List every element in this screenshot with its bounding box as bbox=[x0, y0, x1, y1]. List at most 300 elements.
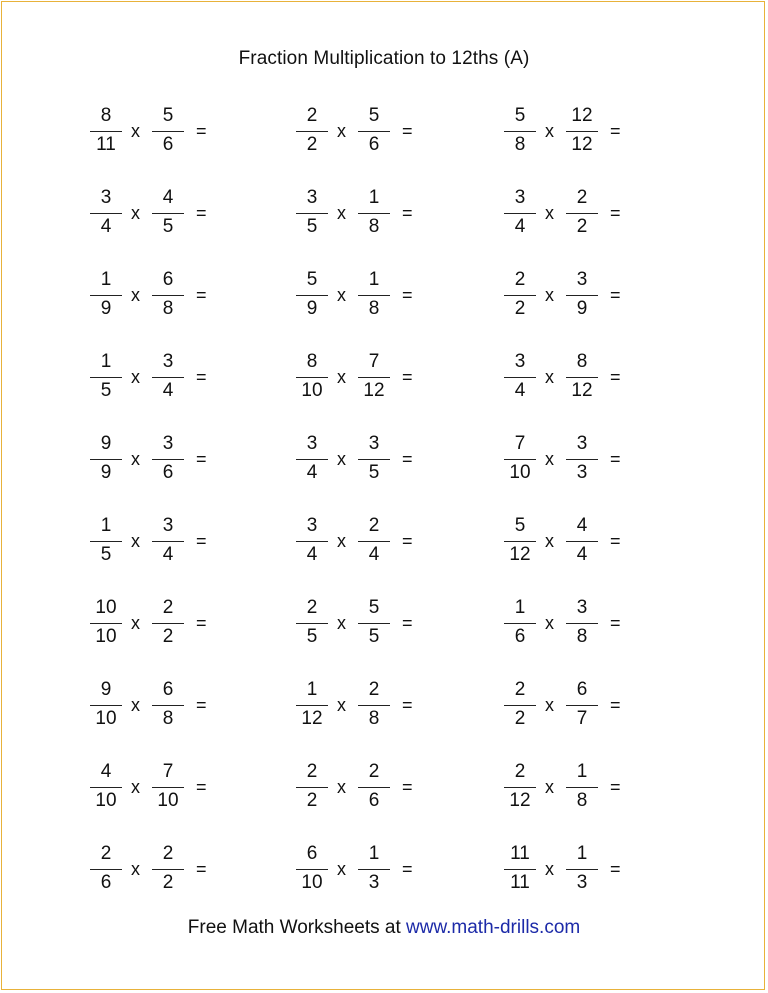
fraction-bar bbox=[90, 787, 122, 788]
fraction-bar bbox=[90, 869, 122, 870]
equals-sign: = bbox=[402, 285, 413, 305]
denominator: 12 bbox=[301, 708, 323, 729]
fraction-bar bbox=[152, 213, 184, 214]
denominator: 5 bbox=[306, 216, 318, 237]
numerator: 1 bbox=[576, 843, 588, 864]
first-fraction bbox=[292, 760, 332, 816]
problem bbox=[86, 432, 236, 488]
first-fraction bbox=[292, 104, 332, 160]
fraction-bar bbox=[566, 131, 598, 132]
footer bbox=[0, 917, 768, 939]
second-fraction bbox=[148, 514, 188, 570]
equals-sign: = bbox=[402, 121, 413, 141]
fraction-bar bbox=[296, 459, 328, 460]
denominator: 8 bbox=[514, 134, 526, 155]
times-sign: x bbox=[131, 695, 140, 715]
denominator: 5 bbox=[368, 626, 380, 647]
times-sign: x bbox=[545, 695, 554, 715]
first-fraction bbox=[500, 678, 540, 734]
equals-sign: = bbox=[610, 695, 621, 715]
numerator: 1 bbox=[514, 597, 526, 618]
second-fraction bbox=[148, 596, 188, 652]
footer-prefix: Free Math Worksheets at bbox=[187, 917, 407, 938]
second-fraction bbox=[148, 350, 188, 406]
denominator: 6 bbox=[514, 626, 526, 647]
fraction-bar bbox=[566, 623, 598, 624]
equals-sign: = bbox=[196, 531, 207, 551]
equals-sign: = bbox=[610, 121, 621, 141]
numerator: 2 bbox=[368, 679, 380, 700]
times-sign: x bbox=[545, 203, 554, 223]
times-sign: x bbox=[337, 203, 346, 223]
second-fraction bbox=[148, 104, 188, 160]
first-fraction bbox=[500, 596, 540, 652]
equals-sign: = bbox=[196, 859, 207, 879]
numerator: 2 bbox=[162, 843, 174, 864]
problem bbox=[292, 186, 442, 242]
denominator: 12 bbox=[571, 134, 593, 155]
first-fraction bbox=[86, 760, 126, 816]
denominator: 8 bbox=[368, 216, 380, 237]
equals-sign: = bbox=[610, 531, 621, 551]
numerator: 1 bbox=[100, 351, 112, 372]
problem bbox=[500, 350, 650, 406]
second-fraction bbox=[354, 596, 394, 652]
second-fraction bbox=[148, 432, 188, 488]
denominator: 6 bbox=[368, 134, 380, 155]
numerator: 2 bbox=[368, 761, 380, 782]
numerator: 2 bbox=[368, 515, 380, 536]
numerator: 2 bbox=[514, 269, 526, 290]
first-fraction bbox=[292, 842, 332, 898]
numerator: 2 bbox=[306, 105, 318, 126]
times-sign: x bbox=[545, 367, 554, 387]
equals-sign: = bbox=[196, 777, 207, 797]
denominator: 4 bbox=[306, 462, 318, 483]
fraction-bar bbox=[152, 541, 184, 542]
denominator: 5 bbox=[100, 380, 112, 401]
fraction-bar bbox=[296, 869, 328, 870]
first-fraction bbox=[86, 678, 126, 734]
denominator: 2 bbox=[576, 216, 588, 237]
problem bbox=[500, 596, 650, 652]
numerator: 3 bbox=[162, 433, 174, 454]
problem bbox=[86, 514, 236, 570]
equals-sign: = bbox=[402, 531, 413, 551]
numerator: 3 bbox=[368, 433, 380, 454]
fraction-bar bbox=[358, 541, 390, 542]
second-fraction bbox=[562, 678, 602, 734]
problem bbox=[86, 350, 236, 406]
problem bbox=[500, 186, 650, 242]
fraction-bar bbox=[504, 377, 536, 378]
first-fraction bbox=[292, 268, 332, 324]
problem bbox=[500, 760, 650, 816]
numerator: 6 bbox=[162, 269, 174, 290]
equals-sign: = bbox=[196, 367, 207, 387]
first-fraction bbox=[86, 514, 126, 570]
times-sign: x bbox=[337, 777, 346, 797]
second-fraction bbox=[354, 432, 394, 488]
numerator: 8 bbox=[100, 105, 112, 126]
denominator: 3 bbox=[576, 872, 588, 893]
fraction-bar bbox=[566, 377, 598, 378]
times-sign: x bbox=[337, 613, 346, 633]
fraction-bar bbox=[90, 131, 122, 132]
fraction-bar bbox=[296, 131, 328, 132]
equals-sign: = bbox=[610, 777, 621, 797]
first-fraction bbox=[292, 514, 332, 570]
second-fraction bbox=[562, 186, 602, 242]
times-sign: x bbox=[545, 613, 554, 633]
numerator: 5 bbox=[162, 105, 174, 126]
first-fraction bbox=[500, 432, 540, 488]
fraction-bar bbox=[504, 459, 536, 460]
fraction-bar bbox=[566, 705, 598, 706]
fraction-bar bbox=[296, 541, 328, 542]
equals-sign: = bbox=[610, 613, 621, 633]
numerator: 2 bbox=[514, 679, 526, 700]
second-fraction bbox=[354, 678, 394, 734]
denominator: 8 bbox=[368, 298, 380, 319]
denominator: 4 bbox=[100, 216, 112, 237]
times-sign: x bbox=[337, 367, 346, 387]
second-fraction bbox=[562, 514, 602, 570]
problem bbox=[86, 760, 236, 816]
denominator: 9 bbox=[306, 298, 318, 319]
times-sign: x bbox=[131, 531, 140, 551]
first-fraction bbox=[86, 596, 126, 652]
fraction-bar bbox=[90, 295, 122, 296]
denominator: 10 bbox=[301, 872, 323, 893]
numerator: 3 bbox=[576, 433, 588, 454]
numerator: 1 bbox=[368, 269, 380, 290]
numerator: 2 bbox=[306, 597, 318, 618]
second-fraction bbox=[562, 104, 602, 160]
numerator: 2 bbox=[306, 761, 318, 782]
times-sign: x bbox=[131, 613, 140, 633]
numerator: 4 bbox=[576, 515, 588, 536]
numerator: 3 bbox=[162, 515, 174, 536]
numerator: 3 bbox=[306, 433, 318, 454]
equals-sign: = bbox=[402, 613, 413, 633]
times-sign: x bbox=[545, 449, 554, 469]
equals-sign: = bbox=[196, 285, 207, 305]
denominator: 12 bbox=[509, 790, 531, 811]
denominator: 8 bbox=[368, 708, 380, 729]
fraction-bar bbox=[152, 295, 184, 296]
numerator: 2 bbox=[100, 843, 112, 864]
fraction-bar bbox=[358, 459, 390, 460]
fraction-bar bbox=[152, 787, 184, 788]
times-sign: x bbox=[337, 121, 346, 141]
first-fraction bbox=[86, 350, 126, 406]
equals-sign: = bbox=[610, 449, 621, 469]
numerator: 3 bbox=[162, 351, 174, 372]
first-fraction bbox=[500, 104, 540, 160]
numerator: 3 bbox=[306, 187, 318, 208]
fraction-bar bbox=[504, 623, 536, 624]
fraction-bar bbox=[504, 131, 536, 132]
equals-sign: = bbox=[610, 285, 621, 305]
numerator: 3 bbox=[306, 515, 318, 536]
numerator: 3 bbox=[514, 187, 526, 208]
second-fraction bbox=[562, 842, 602, 898]
denominator: 8 bbox=[576, 790, 588, 811]
denominator: 6 bbox=[162, 462, 174, 483]
denominator: 6 bbox=[100, 872, 112, 893]
problem bbox=[292, 678, 442, 734]
first-fraction bbox=[292, 678, 332, 734]
equals-sign: = bbox=[402, 449, 413, 469]
second-fraction bbox=[148, 760, 188, 816]
fraction-bar bbox=[296, 787, 328, 788]
fraction-bar bbox=[358, 213, 390, 214]
fraction-bar bbox=[566, 459, 598, 460]
denominator: 8 bbox=[162, 708, 174, 729]
second-fraction bbox=[148, 186, 188, 242]
numerator: 7 bbox=[514, 433, 526, 454]
first-fraction bbox=[500, 350, 540, 406]
second-fraction bbox=[562, 432, 602, 488]
fraction-bar bbox=[90, 459, 122, 460]
denominator: 7 bbox=[576, 708, 588, 729]
first-fraction bbox=[86, 432, 126, 488]
equals-sign: = bbox=[402, 695, 413, 715]
numerator: 8 bbox=[306, 351, 318, 372]
denominator: 10 bbox=[95, 790, 117, 811]
problem bbox=[86, 186, 236, 242]
fraction-bar bbox=[358, 377, 390, 378]
numerator: 7 bbox=[368, 351, 380, 372]
denominator: 5 bbox=[368, 462, 380, 483]
denominator: 11 bbox=[510, 872, 530, 893]
numerator: 9 bbox=[100, 433, 112, 454]
denominator: 5 bbox=[306, 626, 318, 647]
numerator: 1 bbox=[100, 269, 112, 290]
fraction-bar bbox=[504, 213, 536, 214]
first-fraction bbox=[86, 186, 126, 242]
numerator: 3 bbox=[514, 351, 526, 372]
numerator: 3 bbox=[576, 269, 588, 290]
second-fraction bbox=[562, 350, 602, 406]
equals-sign: = bbox=[610, 203, 621, 223]
fraction-bar bbox=[358, 623, 390, 624]
second-fraction bbox=[354, 760, 394, 816]
equals-sign: = bbox=[402, 777, 413, 797]
numerator: 2 bbox=[162, 597, 174, 618]
problem bbox=[292, 268, 442, 324]
problem bbox=[86, 678, 236, 734]
numerator: 5 bbox=[368, 597, 380, 618]
times-sign: x bbox=[337, 859, 346, 879]
times-sign: x bbox=[545, 285, 554, 305]
problem bbox=[292, 760, 442, 816]
numerator: 3 bbox=[100, 187, 112, 208]
denominator: 10 bbox=[95, 708, 117, 729]
denominator: 3 bbox=[576, 462, 588, 483]
fraction-bar bbox=[90, 705, 122, 706]
equals-sign: = bbox=[402, 367, 413, 387]
denominator: 4 bbox=[306, 544, 318, 565]
numerator: 1 bbox=[368, 187, 380, 208]
equals-sign: = bbox=[402, 203, 413, 223]
second-fraction bbox=[148, 268, 188, 324]
numerator: 2 bbox=[514, 761, 526, 782]
equals-sign: = bbox=[196, 695, 207, 715]
first-fraction bbox=[500, 268, 540, 324]
fraction-bar bbox=[358, 787, 390, 788]
times-sign: x bbox=[545, 777, 554, 797]
denominator: 10 bbox=[157, 790, 179, 811]
denominator: 4 bbox=[162, 544, 174, 565]
second-fraction bbox=[148, 842, 188, 898]
denominator: 5 bbox=[100, 544, 112, 565]
worksheet-title: Fraction Multiplication to 12ths (A) bbox=[238, 48, 530, 69]
times-sign: x bbox=[337, 531, 346, 551]
fraction-bar bbox=[296, 623, 328, 624]
fraction-bar bbox=[566, 869, 598, 870]
denominator: 10 bbox=[95, 626, 117, 647]
denominator: 12 bbox=[571, 380, 593, 401]
denominator: 2 bbox=[514, 708, 526, 729]
equals-sign: = bbox=[610, 859, 621, 879]
denominator: 4 bbox=[514, 216, 526, 237]
problem bbox=[292, 514, 442, 570]
problem bbox=[500, 268, 650, 324]
fraction-bar bbox=[358, 869, 390, 870]
fraction-bar bbox=[566, 541, 598, 542]
fraction-bar bbox=[152, 869, 184, 870]
fraction-bar bbox=[152, 459, 184, 460]
equals-sign: = bbox=[196, 449, 207, 469]
denominator: 11 bbox=[96, 134, 116, 155]
numerator: 1 bbox=[100, 515, 112, 536]
denominator: 9 bbox=[576, 298, 588, 319]
problem bbox=[292, 596, 442, 652]
second-fraction bbox=[354, 350, 394, 406]
numerator: 6 bbox=[162, 679, 174, 700]
denominator: 8 bbox=[162, 298, 174, 319]
problem bbox=[500, 104, 650, 160]
denominator: 2 bbox=[306, 134, 318, 155]
second-fraction bbox=[354, 186, 394, 242]
equals-sign: = bbox=[196, 121, 207, 141]
problem bbox=[292, 350, 442, 406]
denominator: 10 bbox=[509, 462, 531, 483]
footer-link[interactable]: www.math-drills.com bbox=[406, 917, 581, 938]
fraction-bar bbox=[504, 295, 536, 296]
fraction-bar bbox=[566, 787, 598, 788]
numerator: 5 bbox=[306, 269, 318, 290]
fraction-bar bbox=[504, 787, 536, 788]
denominator: 2 bbox=[306, 790, 318, 811]
times-sign: x bbox=[131, 449, 140, 469]
fraction-bar bbox=[358, 705, 390, 706]
fraction-bar bbox=[566, 295, 598, 296]
equals-sign: = bbox=[402, 859, 413, 879]
fraction-bar bbox=[296, 213, 328, 214]
numerator: 4 bbox=[100, 761, 112, 782]
fraction-bar bbox=[90, 377, 122, 378]
fraction-bar bbox=[296, 705, 328, 706]
second-fraction bbox=[354, 514, 394, 570]
first-fraction bbox=[86, 842, 126, 898]
problem bbox=[292, 842, 442, 898]
problem bbox=[500, 842, 650, 898]
times-sign: x bbox=[131, 367, 140, 387]
numerator: 9 bbox=[100, 679, 112, 700]
numerator: 5 bbox=[514, 515, 526, 536]
first-fraction bbox=[500, 842, 540, 898]
fraction-bar bbox=[296, 295, 328, 296]
problem bbox=[86, 596, 236, 652]
problem bbox=[292, 104, 442, 160]
numerator: 10 bbox=[95, 597, 117, 618]
times-sign: x bbox=[131, 777, 140, 797]
problem bbox=[500, 432, 650, 488]
second-fraction bbox=[354, 842, 394, 898]
times-sign: x bbox=[337, 285, 346, 305]
first-fraction bbox=[292, 186, 332, 242]
denominator: 4 bbox=[514, 380, 526, 401]
denominator: 9 bbox=[100, 462, 112, 483]
problem bbox=[86, 104, 236, 160]
fraction-bar bbox=[152, 377, 184, 378]
denominator: 4 bbox=[162, 380, 174, 401]
first-fraction bbox=[500, 186, 540, 242]
equals-sign: = bbox=[610, 367, 621, 387]
denominator: 9 bbox=[100, 298, 112, 319]
times-sign: x bbox=[131, 121, 140, 141]
problem bbox=[86, 842, 236, 898]
numerator: 7 bbox=[162, 761, 174, 782]
first-fraction bbox=[500, 760, 540, 816]
numerator: 1 bbox=[576, 761, 588, 782]
fraction-bar bbox=[358, 131, 390, 132]
fraction-bar bbox=[358, 295, 390, 296]
denominator: 2 bbox=[162, 872, 174, 893]
fraction-bar bbox=[152, 131, 184, 132]
times-sign: x bbox=[131, 859, 140, 879]
fraction-bar bbox=[504, 541, 536, 542]
fraction-bar bbox=[152, 623, 184, 624]
numerator: 5 bbox=[368, 105, 380, 126]
problem bbox=[500, 514, 650, 570]
equals-sign: = bbox=[196, 203, 207, 223]
fraction-bar bbox=[504, 705, 536, 706]
problem bbox=[292, 432, 442, 488]
denominator: 10 bbox=[301, 380, 323, 401]
denominator: 6 bbox=[368, 790, 380, 811]
denominator: 3 bbox=[368, 872, 380, 893]
second-fraction bbox=[562, 268, 602, 324]
numerator: 1 bbox=[368, 843, 380, 864]
numerator: 4 bbox=[162, 187, 174, 208]
problem bbox=[500, 678, 650, 734]
times-sign: x bbox=[545, 859, 554, 879]
numerator: 6 bbox=[306, 843, 318, 864]
numerator: 3 bbox=[576, 597, 588, 618]
fraction-bar bbox=[90, 213, 122, 214]
first-fraction bbox=[86, 268, 126, 324]
fraction-bar bbox=[90, 541, 122, 542]
denominator: 6 bbox=[162, 134, 174, 155]
denominator: 4 bbox=[576, 544, 588, 565]
second-fraction bbox=[354, 268, 394, 324]
times-sign: x bbox=[131, 203, 140, 223]
numerator: 5 bbox=[514, 105, 526, 126]
